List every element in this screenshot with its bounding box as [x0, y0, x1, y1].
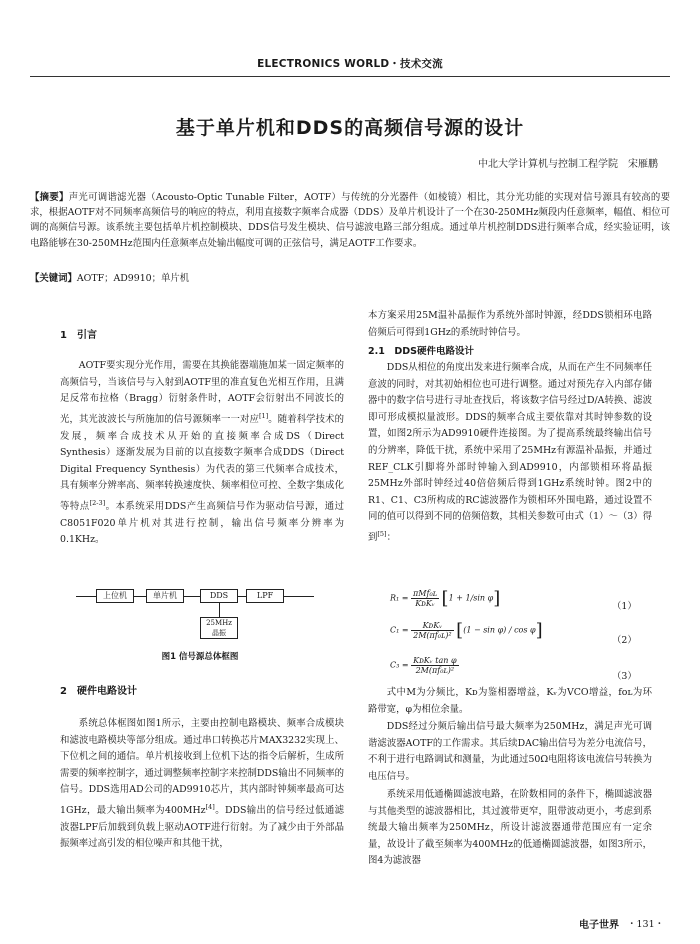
s2-text-b: 。DDS输出的信号经过低通滤波器LPF后加载到负载上驱动AOTF进行衍射。为了减少由于外部晶振频率过高引发的相位噪声和其他干扰，: [60, 805, 344, 850]
s2-text-a: 系统总体框图如图1所示，主要由控制电路模块、频率合成模块和滤波电路模块等部分组成。通过串口转换芯片MAX3232实现上、下位机之间的通信。单片机接收到上位机下达的指令后解析，生成所需要的频率控制字，通过调整频率控制字来控制DDS输出不同频率的信号。DDS选用AD公司的AD9910芯片，其内部时钟频率最高可达1GHz，最大输出频率为400MHz: [60, 718, 344, 817]
right-column-opening: 本方案采用25M温补晶振作为系统外部时钟源，经DDS锁相环电路倍频后可得到1GHz的系统时钟信号。: [368, 310, 652, 338]
eq3-lhs: C₃ =: [390, 660, 409, 670]
equation-number-1: （1）: [612, 601, 637, 612]
section-1-paragraph: [60, 358, 344, 549]
s21-text-end: ：: [386, 532, 396, 544]
eq3-den: 2M(πf₀ʟ)²: [415, 666, 455, 675]
paragraph-filter: 系统采用低通椭圆滤波电路，在阶数相同的条件下，椭圆滤波器与其他类型的滤波器相比，其过渡带更窄，阻带波动更小，考虑到系统最大输出频率为250MHz，所设计滤波器通带范围应有一定余量，故设计了截至频率为400MHz的低通椭圆滤波器，如图3所示，图4为滤波器: [368, 789, 652, 867]
connector-line: [219, 603, 220, 617]
header-divider: [30, 76, 670, 77]
abstract: [30, 190, 670, 251]
connector-line: [76, 596, 96, 597]
s21-text: DDS从相位的角度出发来进行频率合成，从而在产生不同频率任意波的同时，对其初始相位也可进行调整。通过对预先存入内部存储器中的数字信号进行寻址查找后，将该数字信号经过D/A转换、滤波即可形成模拟量波形。DDS的频率合成主要依靠对其时钟参数的设置，如图2所示为AD9910硬件连接图。为了提高系统最终输出信号的分辨率，降低干扰，系统中采用了25MHz有源温补晶振，并通过REF_CLK引脚将外部时钟输入到AD9910，内部锁相环将晶振25MHz外部时钟经过40倍倍频后得到1GHz系统时钟。图2中的R1、C1、C3所构成的RC滤波器作为锁相环外围电路，通过设置不同的值可以得到不同的倍频倍数，其相关参数可由式（1）～（3）得到: [368, 362, 653, 544]
eq2-bracket: ]: [535, 620, 543, 641]
equation-description: 式中M为分频比，Kᴅ为鉴相器增益，Kᵥ为VCO增益，fᴏʟ为环路带宽，φ为相位余量。: [368, 687, 652, 715]
eq1-bracket: ]: [493, 588, 501, 609]
block-dds: DDS: [200, 589, 238, 603]
equation-3: [390, 656, 459, 675]
eq3-num: KᴅKᵥ tan φ: [413, 656, 457, 665]
eq2-num: KᴅKᵥ: [411, 621, 454, 631]
section-2-heading: 2 硬件电路设计: [60, 686, 137, 697]
eq1-fraction: [411, 589, 439, 608]
abstract-text: 声光可调谐滤光器（Acousto-Optic Tunable Filter，AOTF）与传统的分光器件（如棱镜）相比，其分光功能的实现对信号源具有较高的要求，根据AOTF对不同频率高频信号的响应的特点，利用直接数字频率合成器（DDS）及单片机设计了一个在30-250MHz频段内任意频率，幅值、相位可调的高频信号源。该系统主要包括单片机控制模块、DDS信号发生模块、信号滤波电路三部分组成。通过单片机控制DDS进行频率合成，经实验证明，该电路能够在30-250MHz范围内任意频率点处输出幅度可调的正弦信号，满足AOTF工作要求。: [30, 192, 670, 249]
keywords-tag: 【关键词】: [30, 273, 77, 284]
keywords: [30, 270, 670, 284]
footer-brand: 电子世界: [579, 920, 619, 931]
block-lpf: LPF: [246, 589, 284, 603]
abstract-tag: 【摘要】: [30, 192, 69, 203]
equation-1: [390, 588, 500, 609]
section-2-1-heading: 2.1 DDS硬件电路设计: [368, 346, 474, 357]
article-title: 基于单片机和DDS的高频信号源的设计: [175, 117, 525, 139]
journal-header: ELECTRONICS WORLD・技术交流: [257, 58, 443, 70]
keywords-text: AOTF；AD9910；单片机: [76, 273, 190, 284]
page-number: ・131・: [627, 919, 665, 930]
eq2-bracket: [: [456, 620, 464, 641]
connector-line: [134, 596, 146, 597]
citation: [1]: [258, 411, 269, 420]
eq1-den: KᴅKᵥ: [415, 599, 435, 608]
s1-text-c: 。本系统采用DDS产生高频信号作为驱动信号源，通过C8051F020单片机对其进行控制，输出信号频率分辨率为0.1KHz。: [60, 501, 344, 546]
equation-number-3: （3）: [612, 671, 637, 682]
block-mcu: 单片机: [146, 589, 184, 603]
eq1-tail: 1 + 1/sin φ: [448, 593, 494, 603]
eq1-bracket: [: [441, 588, 449, 609]
s1-text-a: AOTF要实现分光作用，需要在其换能器端施加某一固定频率的高频信号，当该信号与入射到AOTF里的准直复色光相互作用，且满足反常布拉格（Bragg）衍射条件时，AOTF会衍射出不同波长的光，其光波波长与所施加的信号源频率一一对应: [60, 360, 344, 425]
connector-line: [184, 596, 200, 597]
s1-text-b: 。随着科学技术的发展，频率合成技术从开始的直接频率合成DS（Direct Synthesis）逐渐发展为目前的以直接数字频率合成DDS（Direct Digital Frequency Synthesis）为代表的第三代频率合成技术，具有频率分辨率高、频率转换速度快、频率相位可控、全数字集成化等特点: [60, 413, 344, 512]
equation-2: [390, 620, 543, 641]
eq2-lhs: C₁ =: [390, 625, 409, 635]
section-2-1-paragraph: [368, 360, 652, 547]
eq2-den: 2M(πf₀ʟ)²: [413, 631, 452, 640]
author-line: 中北大学计算机与控制工程学院 宋雁鹏: [478, 159, 658, 170]
block-oscillator: 25MHz 晶振: [200, 617, 238, 639]
citation: [2-3]: [89, 498, 106, 507]
connector-line: [284, 596, 314, 597]
paragraph-dac: DDS经过分频后输出信号最大频率为250MHz，满足声光可调谐滤波器AOTF的工作需求。其后续DAC输出信号为差分电流信号，不利于进行电路调试和测量，为此通过50Ω电阻将该电流信号转换为电压信号。: [368, 721, 652, 782]
figure-1-caption: 图1 信号源总体框图: [161, 652, 239, 662]
eq1-num: πMf₀ʟ: [413, 589, 437, 598]
section-1-heading: 1 引言: [60, 330, 97, 341]
eq1-lhs: R₁ =: [390, 593, 409, 603]
citation: [5]: [377, 529, 387, 538]
figure-1-block-diagram: [60, 585, 340, 640]
block-host-pc: 上位机: [96, 589, 134, 603]
citation: [4]: [205, 802, 215, 811]
eq3-fraction: [411, 656, 458, 675]
equation-number-2: （2）: [612, 635, 637, 646]
eq2-fraction: [411, 621, 454, 640]
eq2-tail: (1 − sin φ) / cos φ: [463, 625, 536, 635]
section-2-paragraph: [60, 716, 344, 853]
connector-line: [238, 596, 246, 597]
